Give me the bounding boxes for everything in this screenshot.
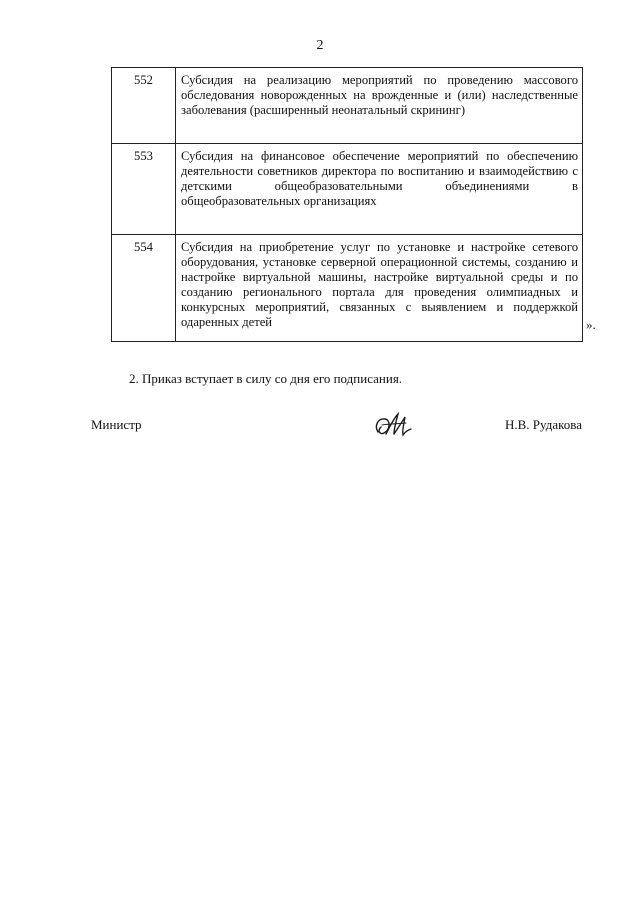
signature-block xyxy=(86,410,584,450)
handwritten-signature xyxy=(372,410,414,440)
table-row xyxy=(112,235,583,342)
code-cell: 553 xyxy=(112,144,176,235)
table-row xyxy=(112,68,583,144)
signer-name: Н.В. Рудакова xyxy=(505,417,582,432)
closing-quote: ». xyxy=(586,317,596,332)
table-row xyxy=(112,144,583,235)
description-cell: Субсидия на реализацию мероприятий по проведению массового обследования новорожденных на врожденные и (или) наследственные заболевания (расширенный неонатальный скрининг) xyxy=(176,68,583,144)
code-cell: 554 xyxy=(112,235,176,342)
signer-title: Министр xyxy=(91,417,142,432)
code-cell: 552 xyxy=(112,68,176,144)
description-cell: Субсидия на финансовое обеспечение мероприятий по обеспечению деятельности советников директора по воспитанию и взаимодействию с детскими общеобразовательными объединениями в общеобразовательных организациях xyxy=(176,144,583,235)
clause-2-text: 2. Приказ вступает в силу со дня его подписания. xyxy=(129,371,403,386)
page-number: 2 xyxy=(316,38,324,53)
description-cell: Субсидия на приобретение услуг по установке и настройке сетевого оборудования, установке серверной операционной системы, созданию и настройке виртуальной машины, настройке виртуальной среды и по созданию регионального портала для проведения олимпиадных и конкурсных мероприятий, связанных с выявлением и поддержкой одаренных детей xyxy=(176,235,583,342)
budget-classification-table xyxy=(111,67,583,342)
